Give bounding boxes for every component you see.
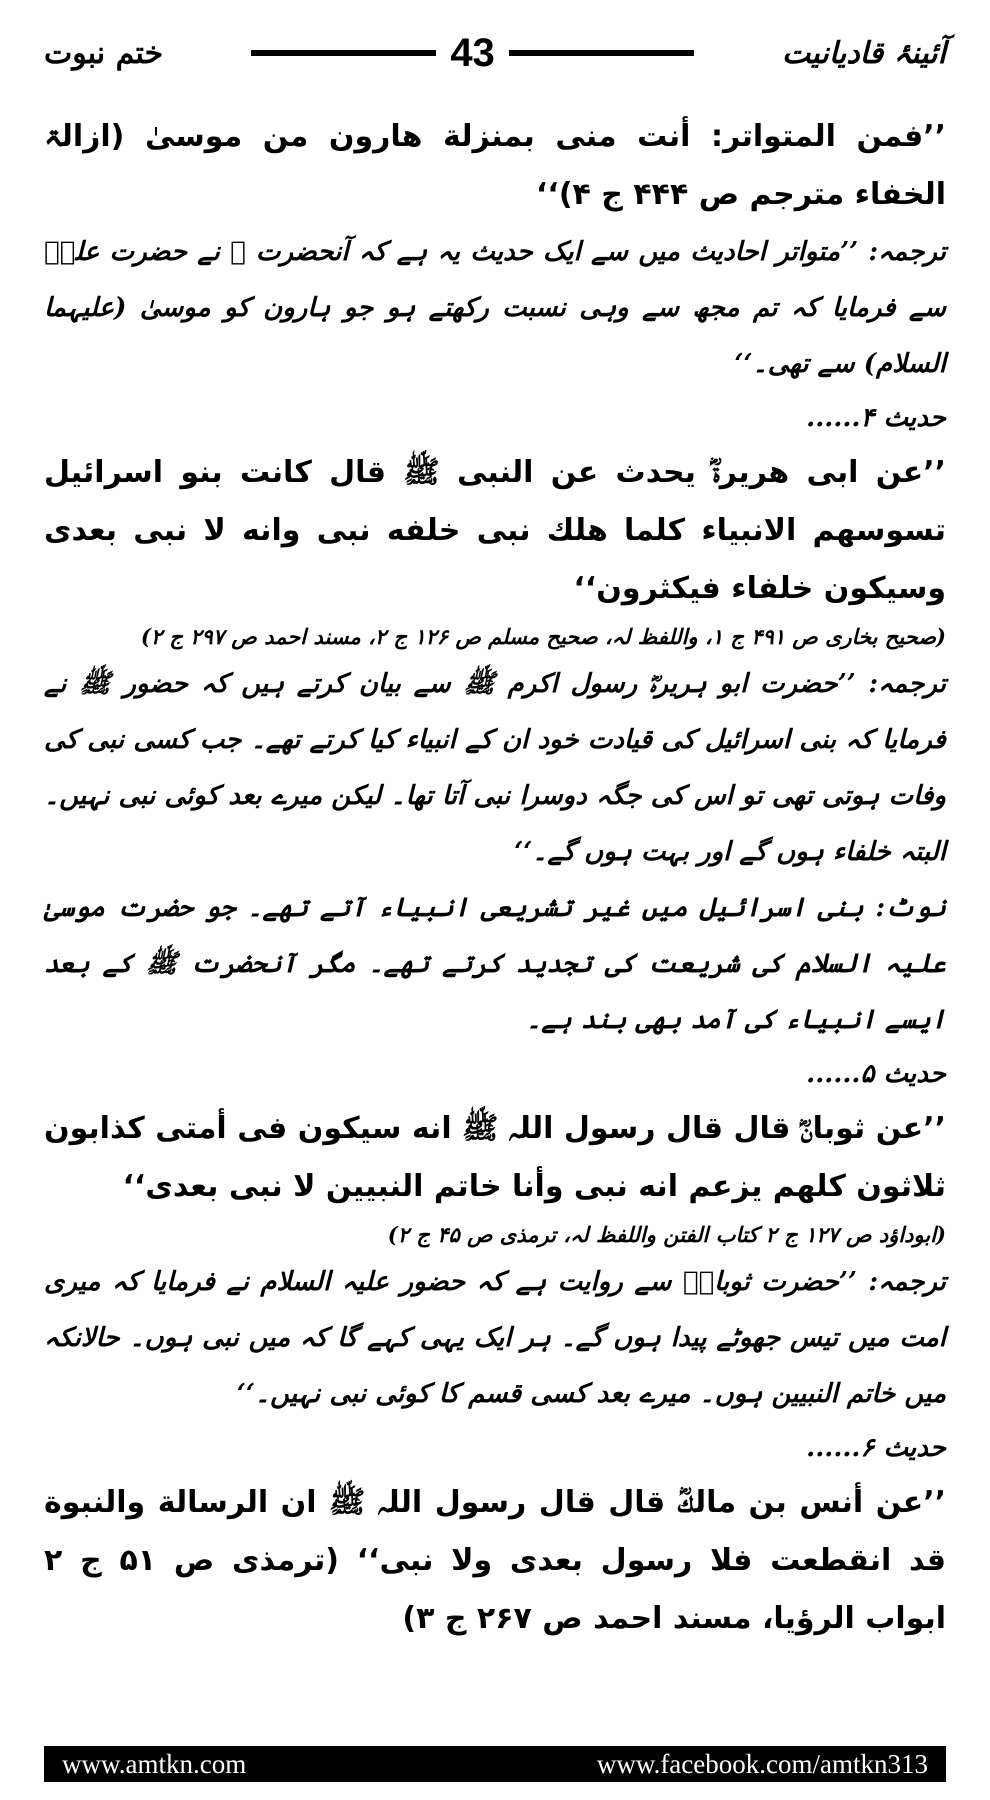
page-content	[44, 108, 946, 1648]
urdu-translation-3: ترجمہ: ’’حضرت ثوبانؓ سے روایت ہے کہ حضور علیہ السلام نے فرمایا کہ میری امت میں تیس جھوٹے پیدا ہوں گے۔ ہر ایک یہی کہے گا کہ میں نبی ہوں۔ حالانکہ میں خاتم النبیین ہوں۔ میرے بعد کسی قسم کا کوئی نبی نہیں۔‘‘	[44, 1267, 946, 1409]
arabic-text-4: ’’عن أنس بن مالكؓ قال قال رسول اللہ ﷺ ان الرسالة والنبوة قد انقطعت فلا رسول بعدی ولا نبی‘‘ (ترمذی ص ۵۱ ج ۲ ابواب الرؤیا، مسند احمد ص ۲۶۷ ج ۳)	[44, 1485, 946, 1636]
page-footer	[44, 1746, 946, 1782]
hadith-heading-6: حدیث ۶......	[806, 1433, 946, 1463]
reference-1: (صحیح بخاری ص ۴۹۱ ج ۱، واللفظ لہ، صحیح مسلم ص ۱۲۶ ج ۲، مسند احمد ص ۲۹۷ ج ۲)	[140, 624, 946, 649]
arabic-text-1: ’’فمن المتواتر: أنت منی بمنزلة هارون من موسیٰ (ازالۃ الخفاء مترجم ص ۴۴۴ ج ۴)‘‘	[44, 119, 946, 212]
footer-facebook: www.facebook.com/amtkn313	[596, 1748, 928, 1779]
page-number: 43	[450, 30, 495, 75]
page-header	[44, 18, 946, 88]
urdu-translation-1: ترجمہ: ’’متواتر احادیث میں سے ایک حدیث یہ ہے کہ آنحضرت ﷺ نے حضرت علیؓ سے فرمایا کہ تم مجھ سے وہی نسبت رکھتے ہو جو ہارون کو موسیٰ (علیہما السلام) سے تھی۔‘‘	[44, 237, 946, 379]
page-number-block	[251, 31, 694, 76]
footer-website: www.amtkn.com	[62, 1748, 247, 1779]
note-paragraph: نوٹ: بنی اسرائیل میں غیر تشریعی انبیاء آتے تھے۔ جو حضرت موسیٰ علیہ السلام کی شریعت کی تجدید کرتے تھے۔ مگر آنحضرت ﷺ کے بعد ایسے انبیاء کی آمد بھی بند ہے۔	[44, 893, 946, 1035]
hadith-heading-5: حدیث ۵......	[806, 1059, 946, 1089]
urdu-translation-2: ترجمہ: ’’حضرت ابو ہریرہؓ رسول اکرم ﷺ سے بیان کرتے ہیں کہ حضور ﷺ نے فرمایا کہ بنی اسرائیل کی قیادت خود ان کے انبیاء کیا کرتے تھے۔ جب کسی نبی کی وفات ہوتی تھی تو اس کی جگہ دوسرا نبی آتا تھا۔ لیکن میرے بعد کوئی نبی نہیں۔ البتہ خلفاء ہوں گے اور بہت ہوں گے۔‘‘	[44, 669, 946, 867]
arabic-text-3: ’’عن ثوبانؓ قال قال رسول اللہ ﷺ انه سیکون فی أمتی کذابون ثلاثون کلهم یزعم انه نبی وأنا خاتم النبیین لا نبی بعدی‘‘	[44, 1111, 946, 1204]
hadith-heading-4: حدیث ۴......	[806, 403, 946, 433]
reference-2: (ابوداؤد ص ۱۲۷ ج ۲ کتاب الفتن واللفظ لہ، ترمذی ص ۴۵ ج ۲)	[387, 1222, 946, 1247]
header-rule-left	[251, 50, 436, 56]
book-title: آئینۂ قادیانیت	[781, 35, 946, 71]
header-rule-right	[509, 50, 694, 56]
arabic-text-2: ’’عن ابی هریرةؓ یحدث عن النبی ﷺ قال کانت بنو اسرائیل تسوسهم الانبیاء کلما هلك نبی خلفه نبی وانه لا نبی بعدی وسیکون خلفاء فیکثرون‘‘	[44, 455, 946, 606]
section-title: ختم نبوت	[44, 35, 164, 71]
